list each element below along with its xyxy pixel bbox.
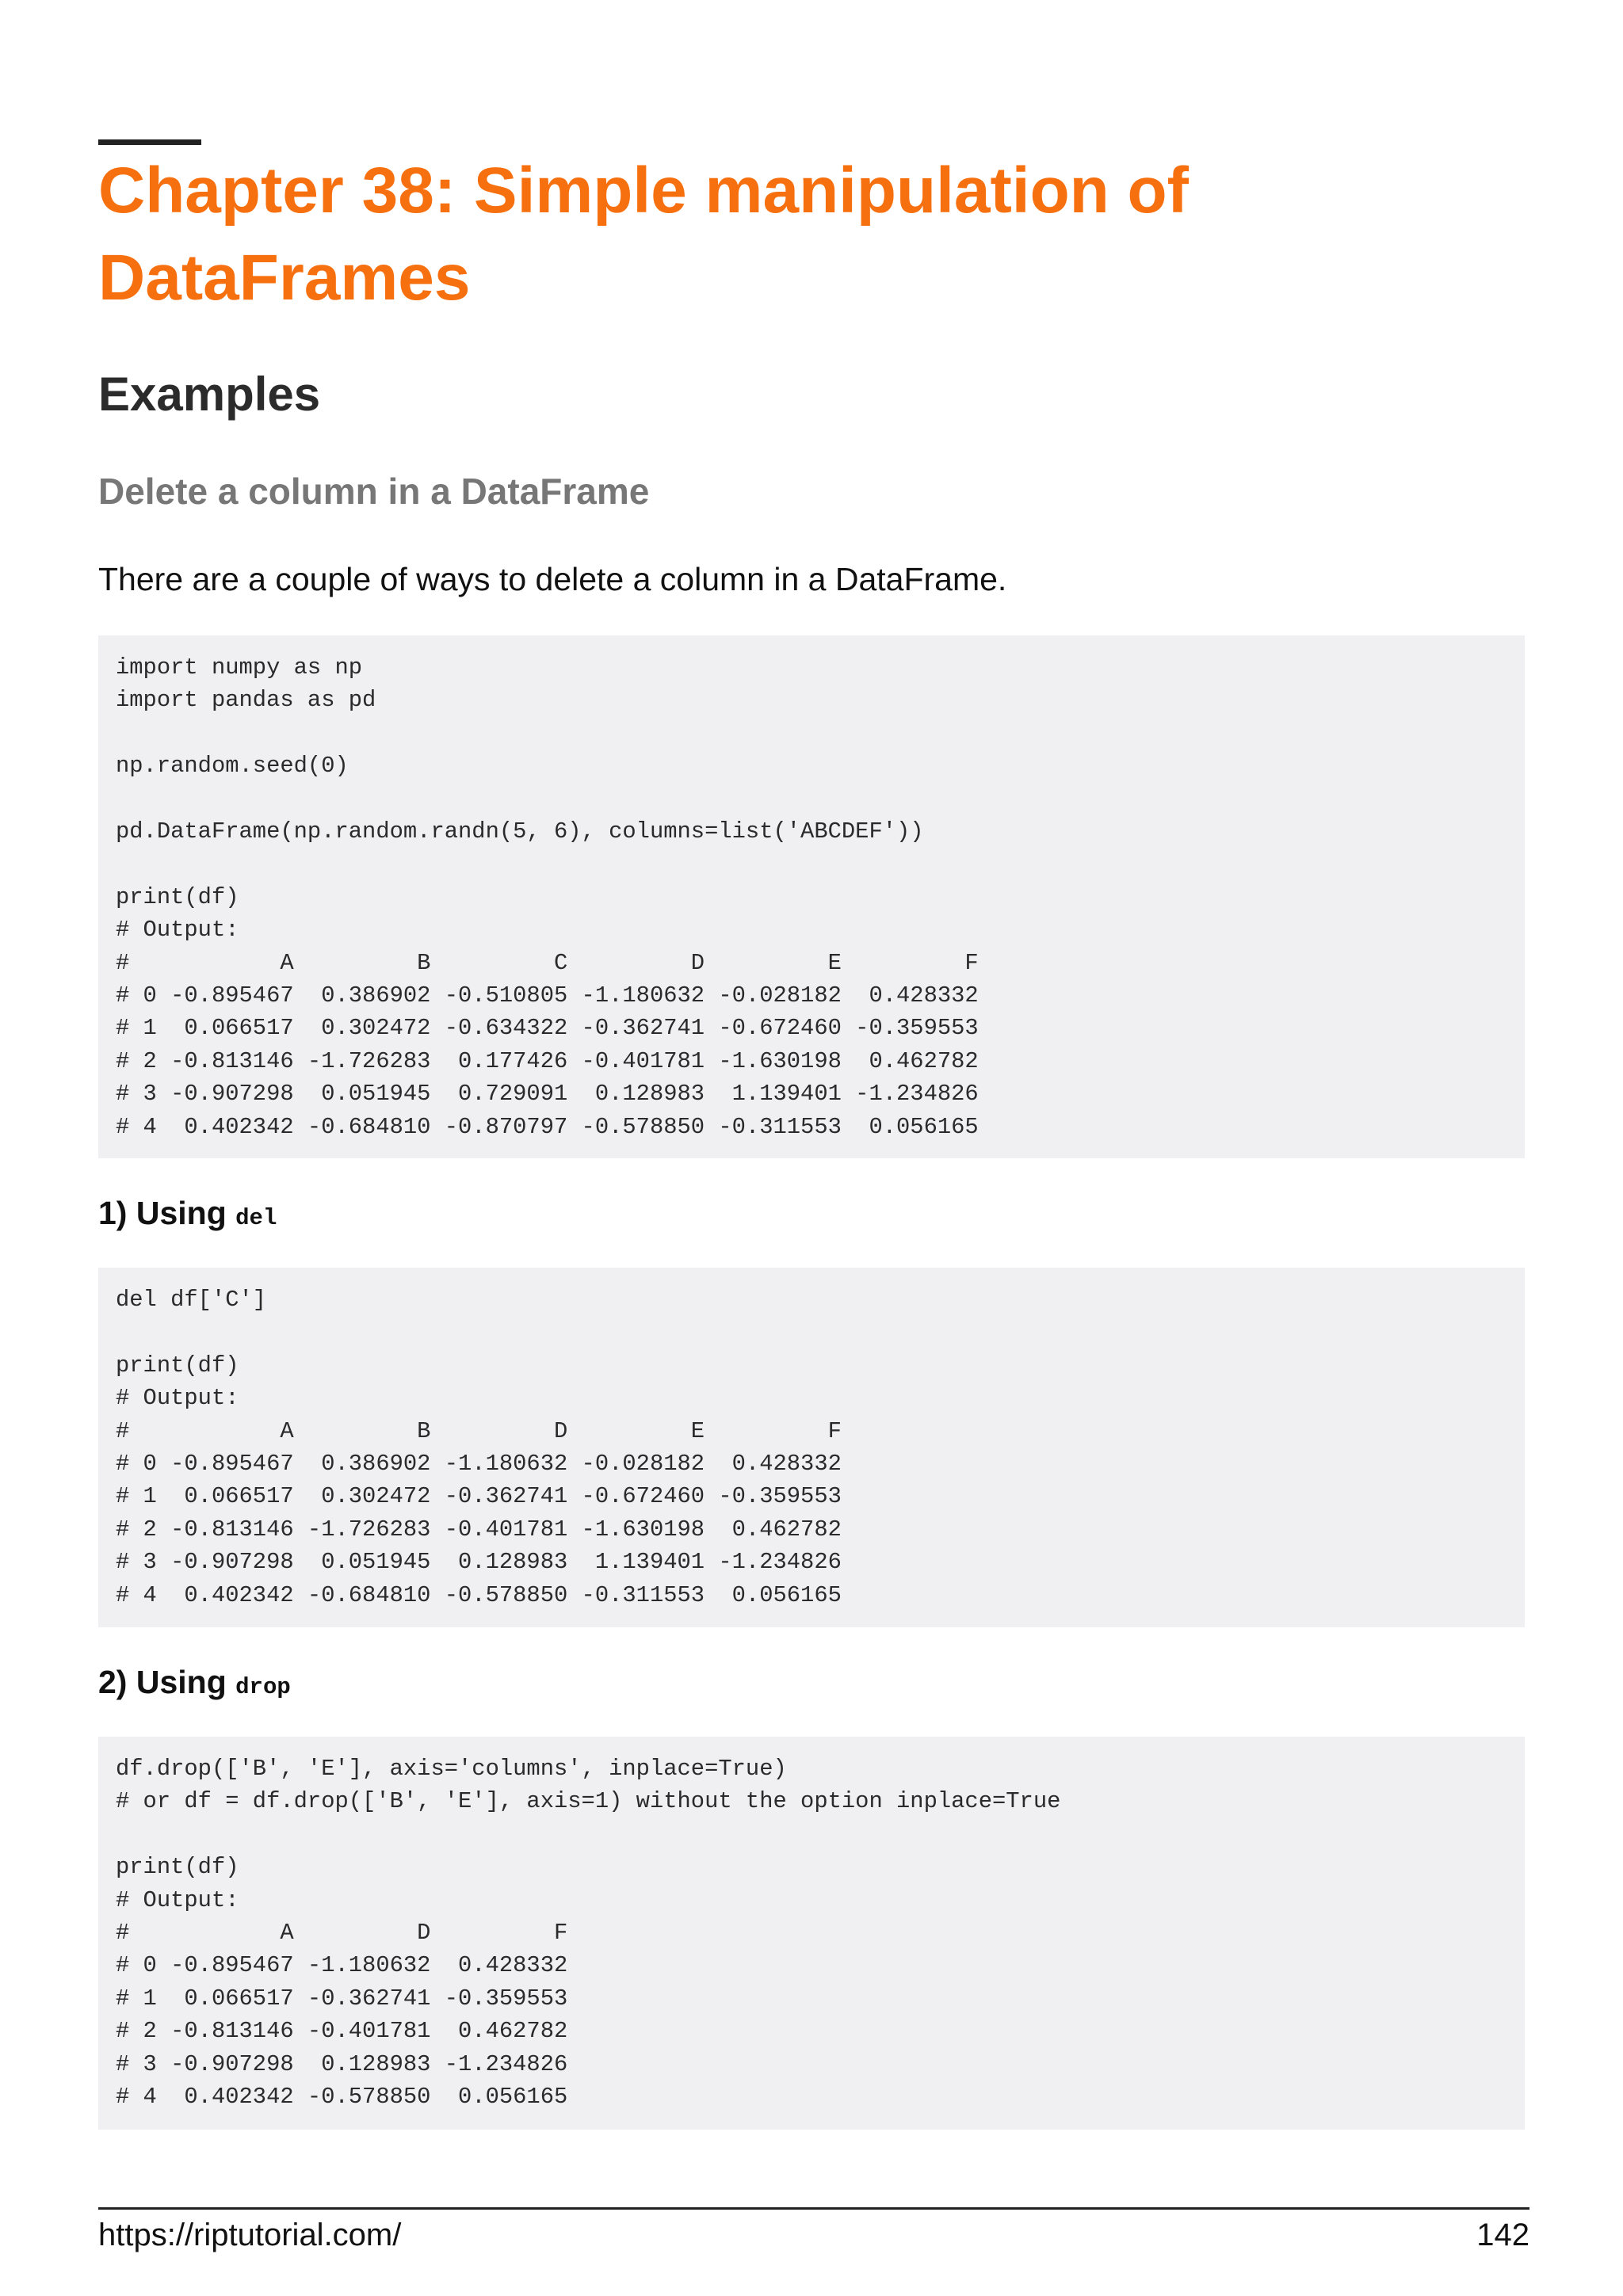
footer-url-link[interactable]: https://riptutorial.com/ [98, 2218, 402, 2252]
page-number: 142 [1476, 2218, 1529, 2252]
intro-paragraph: There are a couple of ways to delete a column in a DataFrame. [98, 561, 1007, 597]
chapter-rule [98, 139, 201, 145]
step-code: del [235, 1205, 277, 1231]
code-block-setup [98, 635, 1525, 1158]
step-code: drop [235, 1674, 291, 1700]
step-heading-drop [98, 1662, 291, 1707]
footer-rule [98, 2207, 1529, 2210]
code-block-drop [98, 1737, 1525, 2130]
section-title: Examples [98, 368, 321, 421]
code-text: df.drop(['B', 'E'], axis='columns', inplace=True) # or df = df.drop(['B', 'E'], axis=1) without the option inplace=True print(df) # Output: # A D F # 0 -0.895467 -1.180632 0.428332 # 1 0.066517 -0.362741 -0.359553 # 2 -0.813146 -0.401781 0.462782 # 3 -0.907298 0.128983 -1.234826 # 4 0.402342 -0.578850 0.056165 [116, 1756, 1061, 2111]
code-text: import numpy as np import pandas as pd np.random.seed(0) pd.DataFrame(np.random.randn(5, 6), columns=list('ABCDEF')) print(df) # Output: # A B C D E F # 0 -0.895467 0.386902 -0.510805 -1.180632 -0.028182 0.428332 # 1 0.066517 0.302472 -0.634322 -0.362741 -0.672460 -0.359553 # 2 -0.813146 -1.726283 0.177426 -0.401781 -1.630198 0.462782 # 3 -0.907298 0.051945 0.729091 0.128983 1.139401 -1.234826 # 4 0.402342 -0.684810 -0.870797 -0.578850 -0.311553 0.056165 [116, 654, 979, 1140]
chapter-title: Chapter 38: Simple manipulation of DataFrames [98, 154, 1189, 314]
code-text: del df['C'] print(df) # Output: # A B D E F # 0 -0.895467 0.386902 -1.180632 -0.028182 0.428332 # 1 0.066517 0.302472 -0.362741 -0.672460 -0.359553 # 2 -0.813146 -1.726283 -0.401781 -1.630198 0.462782 # 3 -0.907298 0.051945 0.128983 1.139401 -1.234826 # 4 0.402342 -0.684810 -0.578850 -0.311553 0.056165 [116, 1287, 842, 1608]
step-label: 2) Using [98, 1664, 236, 1700]
code-block-del [98, 1268, 1525, 1627]
subsection-title: Delete a column in a DataFrame [98, 471, 650, 512]
step-heading-del [98, 1193, 277, 1238]
step-label: 1) Using [98, 1195, 236, 1231]
